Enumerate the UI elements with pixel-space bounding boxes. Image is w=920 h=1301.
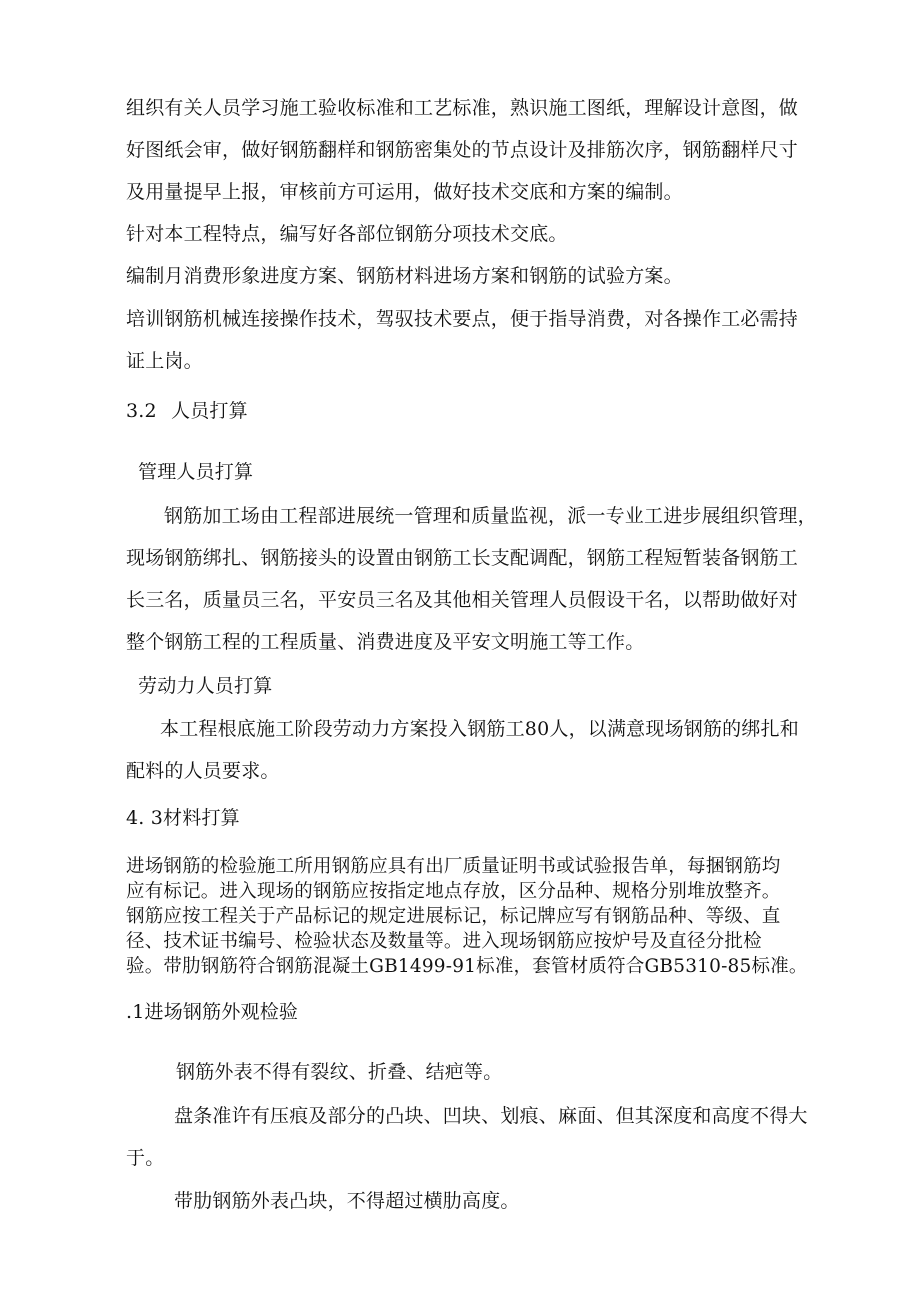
paragraph-line: 径、技术证书编号、检验状态及数量等。进入现场钢筋应按炉号及直径分批检 (126, 931, 762, 952)
paragraph-line: 整个钢筋工程的工程质量、消费进度及平安文明施工等工作。 (126, 631, 645, 653)
paragraph-line: 钢筋加工场由工程部进展统一管理和质量监视，派一专业工进步展组织管理， (164, 505, 817, 527)
section-heading: 4. 3材料打算 (126, 807, 240, 829)
paragraph-line: 本工程根底施工阶段劳动力方案投入钢筋工80人，以满意现场钢筋的绑扎和 (160, 718, 799, 740)
paragraph-line: 配料的人员要求。 (126, 760, 280, 782)
paragraph-line: 进场钢筋的检验施工所用钢筋应具有出厂质量证明书或试验报告单，每捆钢筋均 (126, 856, 781, 877)
paragraph-line: 验。带肋钢筋符合钢筋混凝土GB1499-91标准，套管材质符合GB5310-85标准。 (126, 956, 808, 977)
paragraph-line: 钢筋应按工程关于产品标记的规定进展标记，标记牌应写有钢筋品种、等级、直 (126, 906, 781, 927)
paragraph-line: 好图纸会审，做好钢筋翻样和钢筋密集处的节点设计及排筋次序，钢筋翻样尺寸 (126, 139, 799, 161)
subsection-heading: 劳动力人员打算 (138, 675, 273, 697)
subsection-heading: .1进场钢筋外观检验 (126, 1001, 299, 1023)
section-heading: 人员打算 (171, 400, 248, 422)
paragraph-line: 应有标记。进入现场的钢筋应按指定地点存放，区分品种、规格分别堆放整齐。 (126, 881, 781, 902)
paragraph-line: 针对本工程特点，编写好各部位钢筋分项技术交底。 (126, 223, 568, 245)
paragraph-line: 培训钢筋机械连接操作技术，驾驭技术要点，便于指导消费，对各操作工必需持 (126, 308, 799, 330)
paragraph-line: 带肋钢筋外表凸块，不得超过横肋高度。 (174, 1190, 520, 1212)
paragraph-line: 编制月消费形象进度方案、钢筋材料进场方案和钢筋的试验方案。 (126, 265, 683, 287)
paragraph-line: 及用量提早上报，审核前方可运用，做好技术交底和方案的编制。 (126, 181, 683, 203)
section-number: 3.2 (126, 400, 157, 422)
paragraph-line: 组织有关人员学习施工验收标准和工艺标准，熟识施工图纸，理解设计意图，做 (126, 97, 799, 119)
paragraph-line: 于。 (126, 1147, 165, 1169)
subsection-heading: 管理人员打算 (138, 461, 254, 483)
paragraph-line: 证上岗。 (126, 350, 203, 372)
paragraph-line: 长三名，质量员三名，平安员三名及其他相关管理人员假设干名，以帮助做好对 (126, 589, 799, 611)
paragraph-line: 钢筋外表不得有裂纹、折叠、结疤等。 (176, 1061, 503, 1083)
paragraph-line: 现场钢筋绑扎、钢筋接头的设置由钢筋工长支配调配，钢筋工程短暂装备钢筋工 (126, 547, 799, 569)
paragraph-line: 盘条准许有压痕及部分的凸块、凹块、划痕、麻面、但其深度和高度不得大 (174, 1105, 808, 1127)
